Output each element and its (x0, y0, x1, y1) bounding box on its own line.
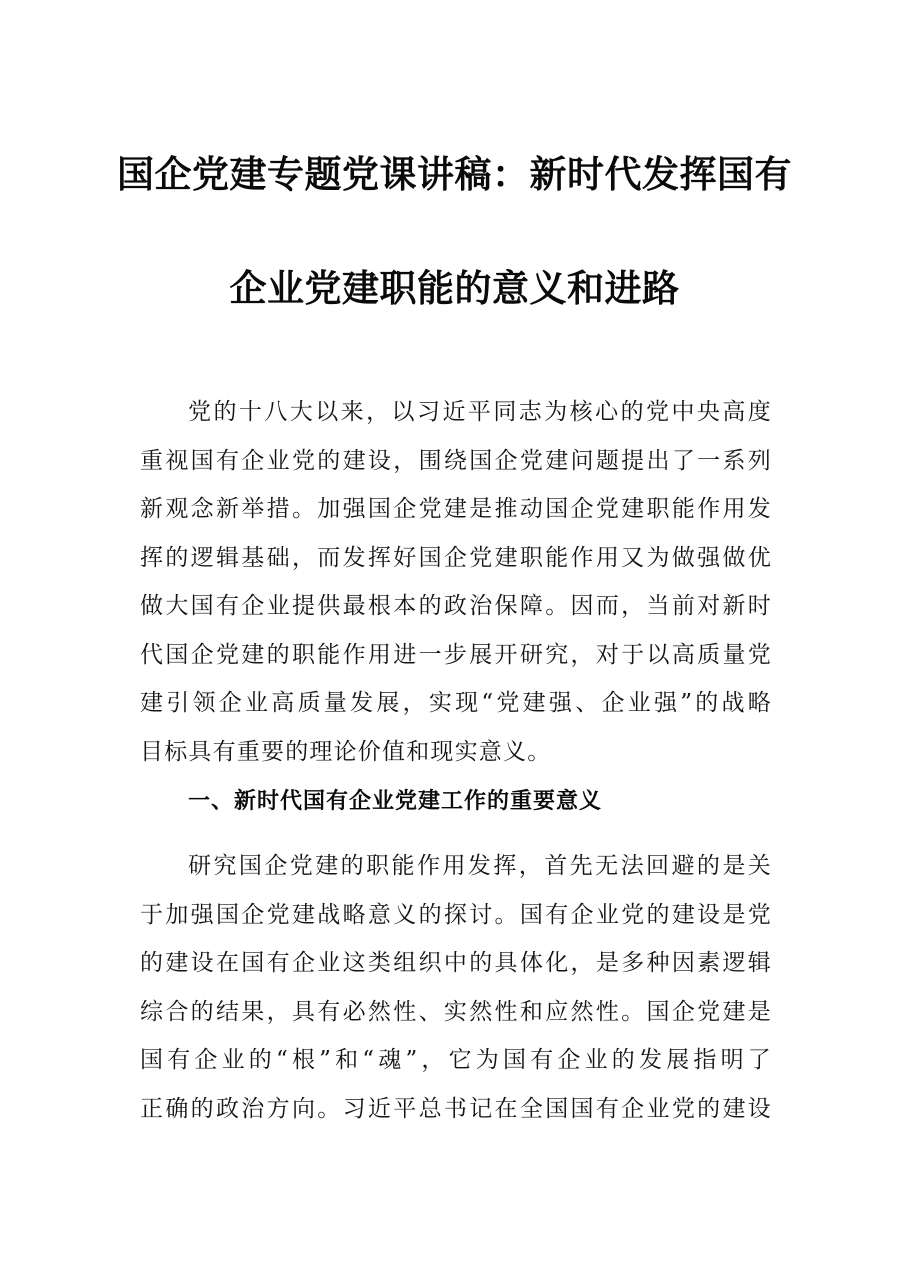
section-paragraph (140, 842, 772, 1133)
document-title-line-1: 国企党建专题党课讲稿：新时代发挥国有 (117, 153, 792, 196)
paragraph-line: 新观念新举措。加强国企党建是推动国企党建职能作用发 (140, 496, 772, 522)
paragraph-line: 的建设在国有企业这类组织中的具体化，是多种因素逻辑 (140, 950, 772, 976)
paragraph-line: 于加强国企党建战略意义的探讨。国有企业党的建设是党 (140, 901, 772, 928)
paragraph-line: 研究国企党建的职能作用发挥，首先无法回避的是关 (188, 853, 772, 879)
paragraph-line: 党的十八大以来，以习近平同志为核心的党中央高度 (188, 399, 772, 425)
intro-paragraph (140, 388, 772, 776)
paragraph-line: 正确的政治方向。习近平总书记在全国国有企业党的建设 (140, 1095, 772, 1122)
paragraph-line: 国有企业的“根”和“魂”，它为国有企业的发展指明了 (140, 1047, 772, 1073)
paragraph-line: 代国企党建的职能作用进一步展开研究，对于以高质量党 (140, 641, 772, 668)
paragraph-line: 建引领企业高质量发展，实现“党建强、企业强”的战略 (140, 690, 772, 716)
document-title-line-2: 企业党建职能的意义和进路 (229, 267, 680, 310)
paragraph-line: 重视国有企业党的建设，围绕国企党建问题提出了一系列 (140, 447, 772, 474)
paragraph-line: 挥的逻辑基础，而发挥好国企党建职能作用又为做强做优 (140, 544, 772, 571)
section-heading: 一、新时代国有企业党建工作的重要意义 (188, 789, 603, 814)
paragraph-line: 做大国有企业提供最根本的政治保障。因而，当前对新时 (140, 593, 772, 619)
paragraph-line: 综合的结果，具有必然性、实然性和应然性。国企党建是 (140, 998, 772, 1025)
paragraph-line: 目标具有重要的理论价值和现实意义。 (140, 738, 552, 765)
